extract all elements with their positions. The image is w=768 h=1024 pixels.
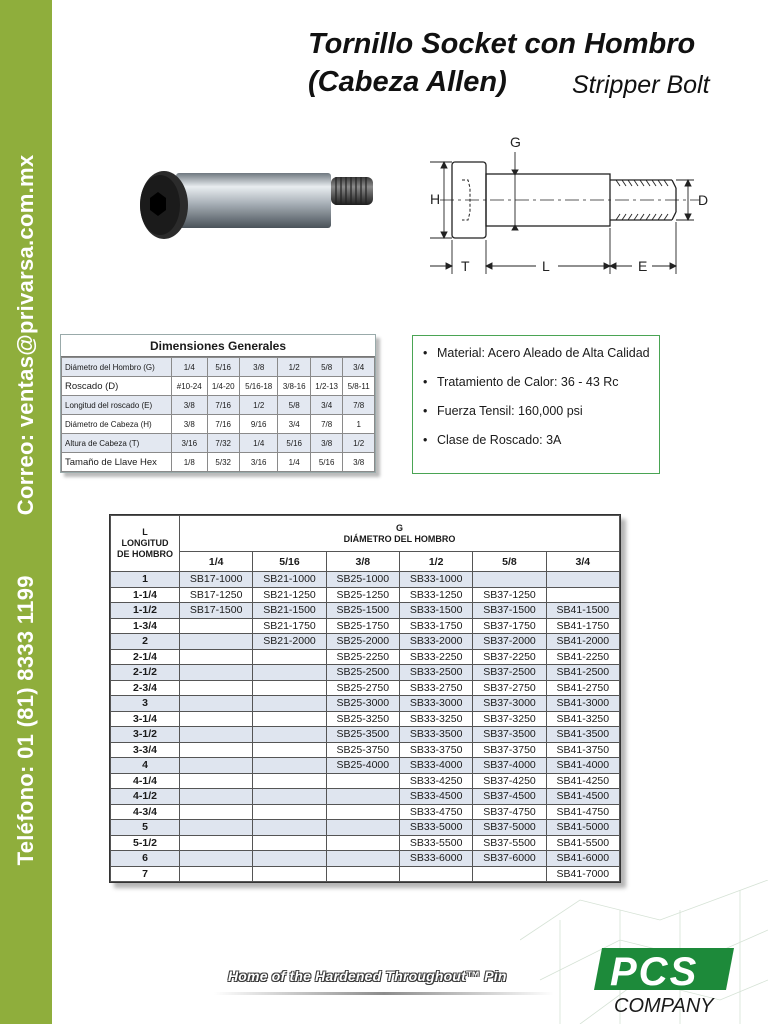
part-number-cell: SB41-3500 xyxy=(546,727,619,743)
length-cell: 2 xyxy=(111,634,180,650)
dimensions-table xyxy=(60,334,376,473)
part-number-cell: SB37-4750 xyxy=(473,804,546,820)
part-number-cell: SB41-4000 xyxy=(546,758,619,774)
size-header: 5/8 xyxy=(473,552,546,572)
table-row xyxy=(111,820,620,836)
part-number-cell: SB33-2500 xyxy=(399,665,472,681)
dims-cell: 5/8-11 xyxy=(343,377,375,396)
dims-cell: 5/8 xyxy=(278,396,310,415)
part-number-cell xyxy=(180,634,253,650)
part-number-cell: SB21-2000 xyxy=(253,634,326,650)
part-number-cell xyxy=(326,820,399,836)
table-row xyxy=(111,804,620,820)
part-number-cell: SB41-4250 xyxy=(546,773,619,789)
part-number-cell xyxy=(546,572,619,588)
part-number-cell: SB37-1750 xyxy=(473,618,546,634)
dims-cell: 3/8 xyxy=(343,453,375,472)
part-number-cell: SB37-2000 xyxy=(473,634,546,650)
table-row xyxy=(111,634,620,650)
dims-row xyxy=(62,377,375,396)
dims-row xyxy=(62,396,375,415)
part-number-cell: SB25-4000 xyxy=(326,758,399,774)
table-row xyxy=(111,727,620,743)
length-cell: 3-1/4 xyxy=(111,711,180,727)
contact-text xyxy=(13,155,39,866)
part-number-cell xyxy=(180,711,253,727)
label-l: L xyxy=(542,258,550,274)
part-number-cell: SB41-4500 xyxy=(546,789,619,805)
table-row xyxy=(111,773,620,789)
dims-cell: 5/16 xyxy=(310,453,342,472)
length-cell: 1-1/4 xyxy=(111,587,180,603)
part-number-cell xyxy=(253,742,326,758)
label-d: D xyxy=(698,192,709,208)
dims-row xyxy=(62,415,375,434)
dims-row-label: Roscado (D) xyxy=(62,377,172,396)
dimension-drawing xyxy=(410,130,730,290)
table-row xyxy=(111,758,620,774)
part-number-cell xyxy=(180,835,253,851)
part-number-cell: SB33-5500 xyxy=(399,835,472,851)
table-row xyxy=(111,572,620,588)
length-cell: 2-1/4 xyxy=(111,649,180,665)
part-number-cell: SB33-1750 xyxy=(399,618,472,634)
part-number-cell xyxy=(180,665,253,681)
dims-cell: 9/16 xyxy=(239,415,278,434)
part-number-cell: SB25-3250 xyxy=(326,711,399,727)
footer-stripe xyxy=(214,992,554,995)
part-number-cell: SB37-2750 xyxy=(473,680,546,696)
part-number-cell: SB25-2250 xyxy=(326,649,399,665)
part-number-cell xyxy=(253,680,326,696)
dims-cell: 7/8 xyxy=(343,396,375,415)
part-number-cell: SB41-4750 xyxy=(546,804,619,820)
spec-item: • Tratamiento de Calor: 36 - 43 Rc xyxy=(423,374,651,391)
part-number-table xyxy=(109,514,621,883)
part-number-cell: SB41-5500 xyxy=(546,835,619,851)
label-t: T xyxy=(461,258,470,274)
dims-cell: 5/16 xyxy=(207,358,239,377)
part-number-cell: SB41-5000 xyxy=(546,820,619,836)
length-cell: 4-1/2 xyxy=(111,789,180,805)
part-number-cell: SB33-4750 xyxy=(399,804,472,820)
part-number-cell: SB41-2500 xyxy=(546,665,619,681)
part-number-cell: SB33-2250 xyxy=(399,649,472,665)
dims-cell: 1/4 xyxy=(278,453,310,472)
dims-cell: 3/8 xyxy=(239,358,278,377)
part-number-cell xyxy=(253,804,326,820)
dims-row-label: Diámetro del Hombro (G) xyxy=(62,358,172,377)
part-number-cell: SB21-1500 xyxy=(253,603,326,619)
email-text: Correo: ventas@privarsa.com.mx xyxy=(13,154,38,516)
part-number-cell xyxy=(253,758,326,774)
dims-cell: 7/32 xyxy=(207,434,239,453)
dims-cell: 3/8-16 xyxy=(278,377,310,396)
part-number-cell: SB25-2000 xyxy=(326,634,399,650)
length-cell: 1-3/4 xyxy=(111,618,180,634)
logo-subtext: COMPANY xyxy=(614,995,714,1016)
part-number-cell xyxy=(253,649,326,665)
part-number-cell: SB37-1250 xyxy=(473,587,546,603)
part-number-cell: SB41-3000 xyxy=(546,696,619,712)
part-number-cell: SB33-3000 xyxy=(399,696,472,712)
label-g: G xyxy=(510,134,521,150)
dims-cell: 5/16-18 xyxy=(239,377,278,396)
part-number-cell: SB17-1500 xyxy=(180,603,253,619)
dims-cell: 1/2 xyxy=(278,358,310,377)
part-number-cell: SB33-1500 xyxy=(399,603,472,619)
part-number-cell xyxy=(180,696,253,712)
part-number-cell: SB33-5000 xyxy=(399,820,472,836)
part-number-cell xyxy=(253,711,326,727)
part-number-cell xyxy=(473,572,546,588)
pcs-company-logo xyxy=(584,942,734,1016)
dims-cell: 3/8 xyxy=(172,396,208,415)
dims-cell: 1/4 xyxy=(172,358,208,377)
table-row xyxy=(111,665,620,681)
dims-cell: 3/4 xyxy=(343,358,375,377)
dims-row-label: Altura de Cabeza (T) xyxy=(62,434,172,453)
table-row xyxy=(111,851,620,867)
part-number-cell: SB37-3000 xyxy=(473,696,546,712)
part-number-cell xyxy=(180,742,253,758)
part-number-cell xyxy=(180,727,253,743)
length-cell: 5-1/2 xyxy=(111,835,180,851)
part-number-cell: SB21-1750 xyxy=(253,618,326,634)
part-number-cell: SB33-2750 xyxy=(399,680,472,696)
part-number-cell xyxy=(180,773,253,789)
part-number-cell: SB41-2750 xyxy=(546,680,619,696)
part-number-cell: SB37-4500 xyxy=(473,789,546,805)
dims-cell: 3/4 xyxy=(278,415,310,434)
part-number-cell xyxy=(253,835,326,851)
part-number-cell: SB25-3750 xyxy=(326,742,399,758)
part-number-cell: SB41-2000 xyxy=(546,634,619,650)
dims-cell: 5/32 xyxy=(207,453,239,472)
dims-cell: 3/4 xyxy=(310,396,342,415)
part-number-cell: SB25-2500 xyxy=(326,665,399,681)
dimensions-title: Dimensiones Generales xyxy=(61,335,375,357)
part-number-cell: SB41-7000 xyxy=(546,866,619,882)
part-number-cell: SB17-1250 xyxy=(180,587,253,603)
part-number-cell: SB41-1750 xyxy=(546,618,619,634)
part-number-cell: SB25-1000 xyxy=(326,572,399,588)
part-number-cell: SB17-1000 xyxy=(180,572,253,588)
length-cell: 2-3/4 xyxy=(111,680,180,696)
part-number-cell xyxy=(253,727,326,743)
part-number-cell: SB33-3500 xyxy=(399,727,472,743)
part-number-cell: SB25-3000 xyxy=(326,696,399,712)
length-header: L LONGITUD DE HOMBRO xyxy=(111,516,180,572)
part-number-cell xyxy=(180,680,253,696)
dims-row-label: Diámetro de Cabeza (H) xyxy=(62,415,172,434)
length-cell: 4-3/4 xyxy=(111,804,180,820)
table-row xyxy=(111,742,620,758)
part-number-cell: SB33-1000 xyxy=(399,572,472,588)
part-number-cell: SB37-5000 xyxy=(473,820,546,836)
table-row xyxy=(111,835,620,851)
part-number-cell: SB33-3750 xyxy=(399,742,472,758)
length-cell: 7 xyxy=(111,866,180,882)
length-cell: 3-3/4 xyxy=(111,742,180,758)
part-number-cell xyxy=(326,804,399,820)
dims-cell: 5/8 xyxy=(310,358,342,377)
part-number-cell xyxy=(180,866,253,882)
dims-cell: 3/8 xyxy=(310,434,342,453)
table-row xyxy=(111,618,620,634)
part-number-cell xyxy=(326,789,399,805)
phone-text: Teléfono: 01 (81) 8333 1199 xyxy=(13,575,38,866)
length-cell: 1 xyxy=(111,572,180,588)
tagline: Home of the Hardened Throughout™ Pin xyxy=(228,968,507,984)
contact-sidebar xyxy=(0,0,52,1024)
table-row xyxy=(111,711,620,727)
table-row xyxy=(111,649,620,665)
part-number-cell: SB33-3250 xyxy=(399,711,472,727)
part-number-cell: SB37-5500 xyxy=(473,835,546,851)
part-number-cell xyxy=(253,866,326,882)
part-number-cell: SB41-2250 xyxy=(546,649,619,665)
part-number-cell: SB37-3500 xyxy=(473,727,546,743)
part-number-cell xyxy=(399,866,472,882)
part-number-cell xyxy=(253,820,326,836)
size-header: 3/4 xyxy=(546,552,619,572)
part-number-cell: SB41-3750 xyxy=(546,742,619,758)
dims-cell: 5/16 xyxy=(278,434,310,453)
part-number-cell: SB37-3250 xyxy=(473,711,546,727)
stripper-bolt-photo xyxy=(136,165,381,245)
page-subtitle: Stripper Bolt xyxy=(572,71,710,99)
part-number-cell xyxy=(326,773,399,789)
part-number-cell: SB41-6000 xyxy=(546,851,619,867)
part-number-cell: SB33-1250 xyxy=(399,587,472,603)
logo-text: PCS xyxy=(610,950,699,994)
length-cell: 6 xyxy=(111,851,180,867)
part-number-cell xyxy=(326,851,399,867)
length-cell: 3-1/2 xyxy=(111,727,180,743)
dims-cell: 3/16 xyxy=(239,453,278,472)
size-header: 1/2 xyxy=(399,552,472,572)
part-number-cell xyxy=(180,649,253,665)
part-number-cell xyxy=(253,665,326,681)
spec-item: • Fuerza Tensil: 160,000 psi xyxy=(423,403,651,420)
part-number-cell: SB37-2500 xyxy=(473,665,546,681)
part-number-cell xyxy=(326,835,399,851)
dims-row-label: Tamaño de Llave Hex xyxy=(62,453,172,472)
part-number-cell: SB37-2250 xyxy=(473,649,546,665)
part-number-cell: SB37-1500 xyxy=(473,603,546,619)
dims-cell: 7/16 xyxy=(207,396,239,415)
part-number-cell xyxy=(180,758,253,774)
part-number-cell xyxy=(253,851,326,867)
length-cell: 4-1/4 xyxy=(111,773,180,789)
part-number-cell: SB37-6000 xyxy=(473,851,546,867)
part-number-cell: SB37-4000 xyxy=(473,758,546,774)
part-number-cell xyxy=(180,789,253,805)
dims-cell: 7/16 xyxy=(207,415,239,434)
part-number-cell: SB25-3500 xyxy=(326,727,399,743)
length-cell: 3 xyxy=(111,696,180,712)
label-e: E xyxy=(638,258,648,274)
length-cell: 2-1/2 xyxy=(111,665,180,681)
dims-cell: 1/8 xyxy=(172,453,208,472)
part-number-cell xyxy=(180,851,253,867)
part-number-cell xyxy=(253,696,326,712)
size-header: 1/4 xyxy=(180,552,253,572)
part-number-cell: SB21-1000 xyxy=(253,572,326,588)
dims-cell: 7/8 xyxy=(310,415,342,434)
dims-cell: 1/2 xyxy=(239,396,278,415)
part-number-cell xyxy=(180,618,253,634)
label-h: H xyxy=(430,191,441,207)
part-number-cell: SB21-1250 xyxy=(253,587,326,603)
part-number-cell: SB33-4500 xyxy=(399,789,472,805)
size-header: 5/16 xyxy=(253,552,326,572)
dims-row xyxy=(62,358,375,377)
dims-cell: 3/16 xyxy=(172,434,208,453)
diameter-header: G DIÁMETRO DEL HOMBRO xyxy=(180,516,620,552)
table-row xyxy=(111,680,620,696)
table-row xyxy=(111,603,620,619)
length-cell: 5 xyxy=(111,820,180,836)
part-number-cell xyxy=(180,820,253,836)
dims-row xyxy=(62,453,375,472)
length-cell: 1-1/2 xyxy=(111,603,180,619)
part-number-cell xyxy=(326,866,399,882)
dims-cell: 1/2-13 xyxy=(310,377,342,396)
spec-item: • Clase de Roscado: 3A xyxy=(423,432,651,449)
length-cell: 4 xyxy=(111,758,180,774)
table-row xyxy=(111,789,620,805)
dims-cell: #10-24 xyxy=(172,377,208,396)
dims-row-label: Longitud del roscado (E) xyxy=(62,396,172,415)
part-number-cell: SB33-4000 xyxy=(399,758,472,774)
part-number-cell: SB37-3750 xyxy=(473,742,546,758)
part-number-cell xyxy=(253,789,326,805)
part-number-cell: SB25-2750 xyxy=(326,680,399,696)
part-number-cell: SB25-1250 xyxy=(326,587,399,603)
part-number-cell: SB33-6000 xyxy=(399,851,472,867)
part-number-cell: SB33-2000 xyxy=(399,634,472,650)
table-row xyxy=(111,587,620,603)
table-row xyxy=(111,696,620,712)
part-number-cell: SB33-4250 xyxy=(399,773,472,789)
part-number-cell: SB25-1500 xyxy=(326,603,399,619)
dims-cell: 1 xyxy=(343,415,375,434)
dims-row xyxy=(62,434,375,453)
part-number-cell xyxy=(180,804,253,820)
part-number-cell: SB41-3250 xyxy=(546,711,619,727)
size-header: 3/8 xyxy=(326,552,399,572)
page-title: Tornillo Socket con Hombro xyxy=(308,28,696,60)
dims-cell: 1/4 xyxy=(239,434,278,453)
part-number-cell: SB25-1750 xyxy=(326,618,399,634)
specs-box xyxy=(412,335,660,474)
part-number-cell: SB37-4250 xyxy=(473,773,546,789)
page-title-line2: (Cabeza Allen) xyxy=(308,66,507,98)
part-number-cell xyxy=(546,587,619,603)
dims-cell: 3/8 xyxy=(172,415,208,434)
dims-cell: 1/2 xyxy=(343,434,375,453)
part-number-cell xyxy=(253,773,326,789)
dims-cell: 1/4-20 xyxy=(207,377,239,396)
part-number-cell: SB41-1500 xyxy=(546,603,619,619)
spec-item: • Material: Acero Aleado de Alta Calidad xyxy=(423,345,651,362)
